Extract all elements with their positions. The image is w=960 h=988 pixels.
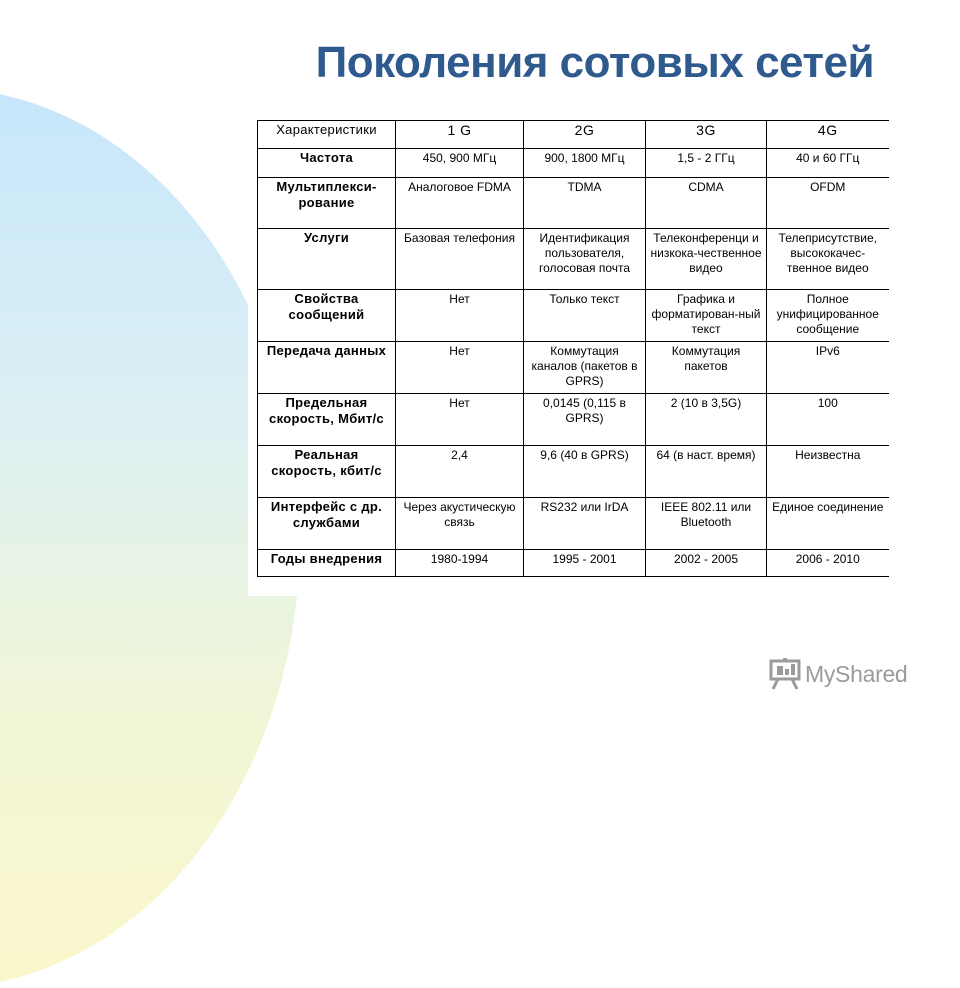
table-row <box>258 498 889 550</box>
table-cell: RS232 или IrDA <box>524 498 646 550</box>
table-cell: 0,0145 (0,115 в GPRS) <box>524 394 646 446</box>
table-cell: 40 и 60 ГГц <box>767 149 889 178</box>
table-cell: Нет <box>396 290 524 342</box>
table-cell: TDMA <box>524 178 646 229</box>
table-row <box>258 290 889 342</box>
row-label: Свойства сообщений <box>258 290 396 342</box>
row-label: Реальная скорость, кбит/с <box>258 446 396 498</box>
table-cell: Единое соединение <box>767 498 889 550</box>
table-cell: 1980-1994 <box>396 550 524 577</box>
row-label: Передача данных <box>258 342 396 394</box>
table-cell: 2006 - 2010 <box>767 550 889 577</box>
row-label: Мультиплекси-рование <box>258 178 396 229</box>
table-cell: Полное унифицированное сообщение <box>767 290 889 342</box>
table-row <box>258 149 889 178</box>
row-label: Интерфейс с др. службами <box>258 498 396 550</box>
myshared-logo[interactable] <box>768 657 907 691</box>
table-cell: 2002 - 2005 <box>646 550 767 577</box>
table-cell: 1,5 - 2 ГГц <box>646 149 767 178</box>
header-2g: 2G <box>524 121 646 149</box>
slide-title: Поколения сотовых сетей <box>315 38 874 87</box>
table-row <box>258 342 889 394</box>
table-cell: Коммутация пакетов <box>646 342 767 394</box>
header-3g: 3G <box>646 121 767 149</box>
table-cell: IPv6 <box>767 342 889 394</box>
table-cell: 64 (в наст. время) <box>646 446 767 498</box>
table-header-row <box>258 121 889 149</box>
logo-text: MyShared <box>805 660 908 687</box>
table-cell: Аналоговое FDMA <box>396 178 524 229</box>
row-label: Услуги <box>258 229 396 290</box>
table-cell: 2,4 <box>396 446 524 498</box>
table-cell: IEEE 802.11 или Bluetooth <box>646 498 767 550</box>
row-label: Предельная скорость, Мбит/с <box>258 394 396 446</box>
header-4g: 4G <box>767 121 889 149</box>
row-label: Годы внедрения <box>258 550 396 577</box>
header-1g: 1 G <box>396 121 524 149</box>
comparison-table-panel <box>248 112 890 596</box>
table-cell: Неизвестна <box>767 446 889 498</box>
table-cell: 9,6 (40 в GPRS) <box>524 446 646 498</box>
table-cell: 450, 900 МГц <box>396 149 524 178</box>
table-cell: Базовая телефония <box>396 229 524 290</box>
table-row <box>258 550 889 577</box>
table-cell: Через акустическую связь <box>396 498 524 550</box>
table-row <box>258 394 889 446</box>
table-cell: Только текст <box>524 290 646 342</box>
table-cell: 100 <box>767 394 889 446</box>
table-cell: Телеприсутствие, высококачес-твенное видео <box>767 229 889 290</box>
table-cell: 2 (10 в 3,5G) <box>646 394 767 446</box>
row-label: Частота <box>258 149 396 178</box>
table-cell: 900, 1800 МГц <box>524 149 646 178</box>
table-row <box>258 446 889 498</box>
table-cell: OFDM <box>767 178 889 229</box>
table-cell: Графика и форматирован-ный текст <box>646 290 767 342</box>
table-cell: Идентификация пользователя, голосовая почта <box>524 229 646 290</box>
header-label-cell: Характеристики <box>258 121 396 149</box>
table-cell: CDMA <box>646 178 767 229</box>
table-cell: Нет <box>396 342 524 394</box>
table-row <box>258 229 889 290</box>
table-cell: Коммутация каналов (пакетов в GPRS) <box>524 342 646 394</box>
table-row <box>258 178 889 229</box>
table-cell: 1995 - 2001 <box>524 550 646 577</box>
table-cell: Телеконференци и низкока-чественное видео <box>646 229 767 290</box>
projector-board-icon <box>768 658 802 690</box>
table-cell: Нет <box>396 394 524 446</box>
generations-table <box>257 120 889 577</box>
